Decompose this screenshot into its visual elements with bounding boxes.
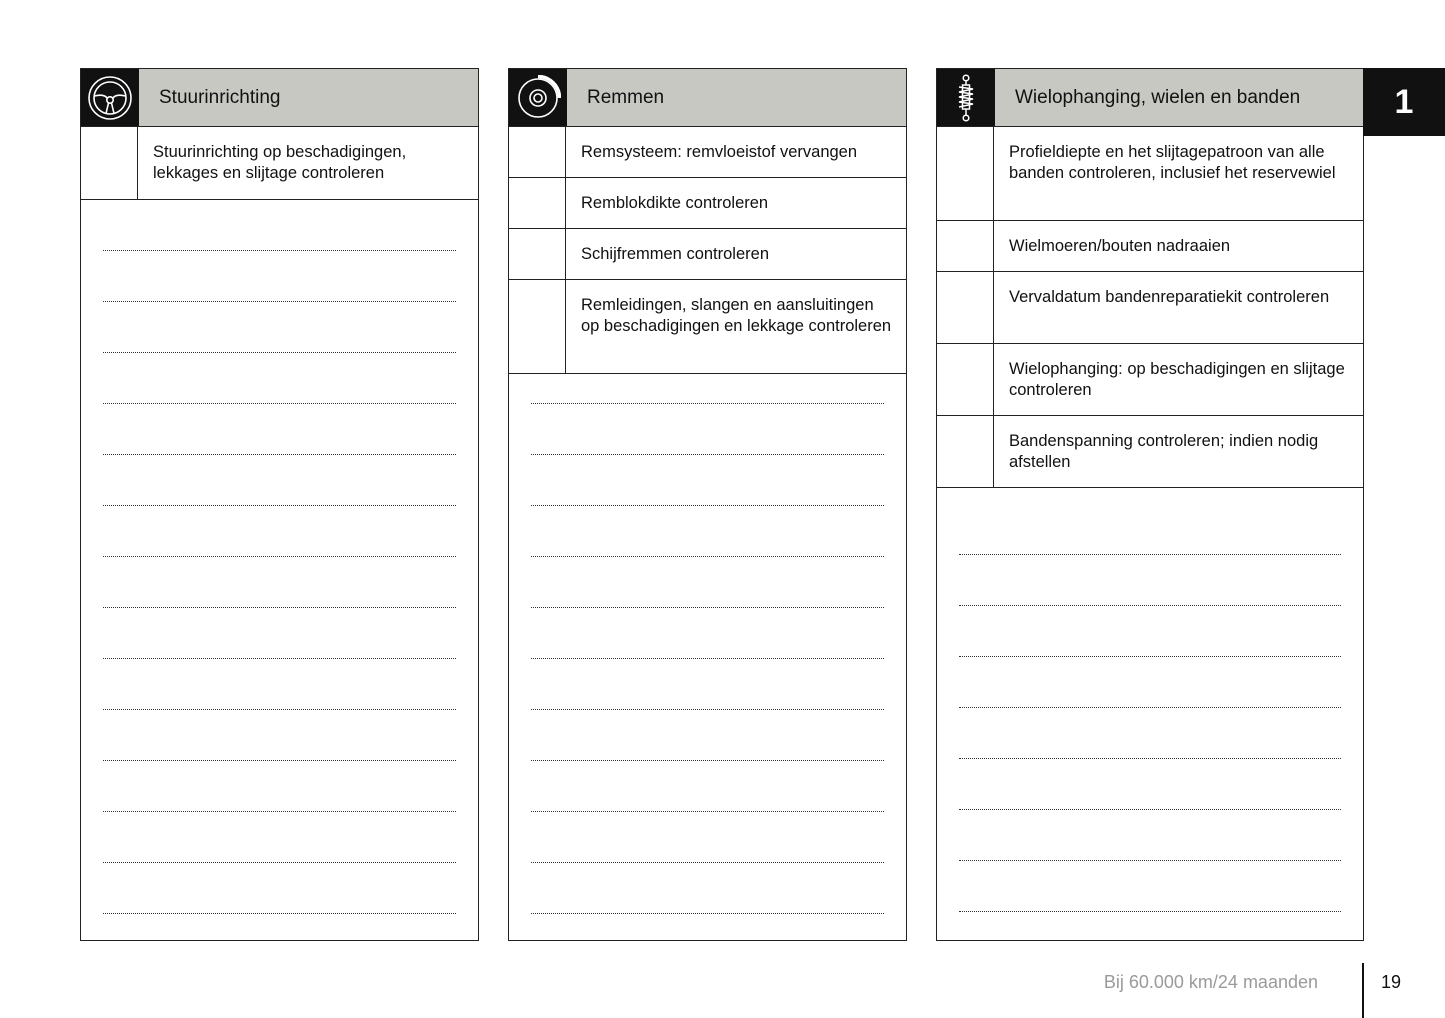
note-line[interactable] — [103, 863, 456, 914]
task-row — [509, 280, 906, 374]
note-line[interactable] — [959, 555, 1341, 606]
task-text: Wielmoeren/bouten nadraaien — [1009, 237, 1231, 255]
note-line[interactable] — [103, 506, 456, 557]
note-line[interactable] — [531, 455, 884, 506]
footer-interval: Bij 60.000 km/24 maanden — [1103, 972, 1318, 992]
panel-title: Stuurinrichting — [139, 69, 478, 126]
note-line[interactable] — [103, 353, 456, 404]
note-line[interactable] — [531, 863, 884, 914]
note-line[interactable] — [959, 759, 1341, 810]
task-text: Profieldiepte en het slijtagepatroon van alle banden controleren, inclusief het reservewiel — [1009, 143, 1336, 182]
task-checkbox[interactable] — [937, 416, 994, 487]
task-row — [509, 127, 906, 178]
note-line[interactable] — [103, 761, 456, 812]
note-line[interactable] — [103, 302, 456, 353]
shock-absorber-icon — [937, 69, 995, 126]
task-checkbox[interactable] — [81, 127, 138, 199]
note-line[interactable] — [959, 810, 1341, 861]
task-checkbox[interactable] — [937, 221, 994, 271]
steering-wheel-icon — [81, 69, 139, 126]
task-text: Wielophanging: op beschadigingen en slijtage controleren — [1009, 360, 1345, 399]
task-text: Bandenspanning controleren; indien nodig afstellen — [1009, 432, 1319, 471]
note-line[interactable] — [531, 608, 884, 659]
note-line[interactable] — [103, 557, 456, 608]
note-line[interactable] — [103, 608, 456, 659]
task-row — [937, 344, 1363, 416]
task-checkbox[interactable] — [937, 127, 994, 220]
task-row — [937, 127, 1363, 221]
task-checkbox[interactable] — [509, 127, 566, 177]
task-checkbox[interactable] — [937, 344, 994, 415]
footer-divider — [1362, 963, 1364, 1018]
task-text: Remblokdikte controleren — [581, 194, 769, 212]
note-line[interactable] — [531, 506, 884, 557]
note-line[interactable] — [531, 659, 884, 710]
note-line[interactable] — [103, 455, 456, 506]
note-line[interactable] — [959, 488, 1341, 555]
note-line[interactable] — [531, 374, 884, 404]
task-checkbox[interactable] — [509, 229, 566, 279]
note-line[interactable] — [531, 404, 884, 455]
task-text: Stuurinrichting op beschadigingen, lekkages en slijtage controleren — [153, 143, 407, 182]
panel-suspension — [936, 68, 1364, 941]
task-text: Vervaldatum bandenreparatiekit controleren — [1009, 288, 1330, 306]
note-line[interactable] — [531, 812, 884, 863]
panel-brakes — [508, 68, 907, 941]
task-text: Schijfremmen controleren — [581, 245, 769, 263]
task-text: Remleidingen, slangen en aansluitingen op beschadigingen en lekkage controleren — [581, 296, 892, 335]
note-line[interactable] — [959, 606, 1341, 657]
task-checkbox[interactable] — [509, 178, 566, 228]
note-line[interactable] — [103, 710, 456, 761]
notes-area — [937, 488, 1363, 912]
task-row — [509, 229, 906, 280]
notes-area — [509, 374, 906, 914]
notes-area — [81, 200, 478, 914]
task-checkbox[interactable] — [509, 280, 566, 373]
note-line[interactable] — [103, 200, 456, 251]
task-row — [937, 272, 1363, 344]
panel-header — [509, 69, 906, 127]
page-number: 19 — [1381, 972, 1402, 992]
chapter-tab: 1 — [1363, 68, 1445, 136]
panel-steering — [80, 68, 479, 941]
note-line[interactable] — [103, 404, 456, 455]
note-line[interactable] — [531, 557, 884, 608]
note-line[interactable] — [103, 251, 456, 302]
panel-header — [937, 69, 1363, 127]
note-line[interactable] — [531, 761, 884, 812]
task-checkbox[interactable] — [937, 272, 994, 343]
panel-header — [81, 69, 478, 127]
task-row — [937, 221, 1363, 272]
disc-brake-icon — [509, 69, 567, 126]
task-text: Remsysteem: remvloeistof vervangen — [581, 143, 858, 161]
note-line[interactable] — [531, 710, 884, 761]
note-line[interactable] — [959, 861, 1341, 912]
panel-title: Remmen — [567, 69, 906, 126]
task-row — [81, 127, 478, 200]
panel-title: Wielophanging, wielen en banden — [995, 69, 1363, 126]
task-row — [509, 178, 906, 229]
note-line[interactable] — [959, 708, 1341, 759]
note-line[interactable] — [103, 812, 456, 863]
note-line[interactable] — [103, 659, 456, 710]
task-row — [937, 416, 1363, 488]
note-line[interactable] — [959, 657, 1341, 708]
